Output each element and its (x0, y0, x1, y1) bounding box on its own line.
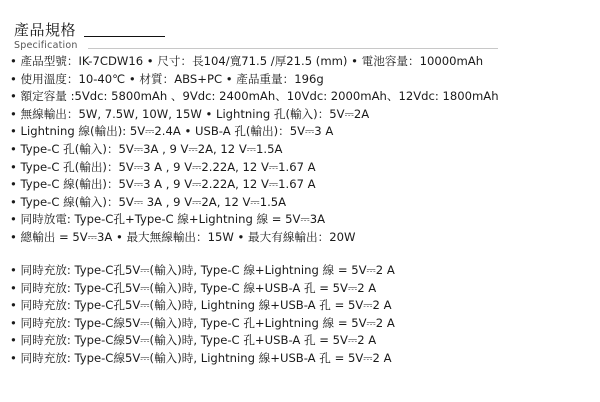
header-divider (88, 48, 498, 49)
charging-item: • 同時充放: Type-C線5V⎓(輸入)時, Lightning 線+USB-A 孔 = 5V⎓2 A (10, 350, 392, 365)
spec-item-rated-capacity: • 額定容量 :5Vdc: 5800mAh 、9Vdc: 2400mAh、10Vdc: 2000mAh、12Vdc: 1800mAh (10, 89, 499, 104)
spec-item-typec-port-input: • Type-C 孔(輸入)：5V⎓3A , 9 V⎓2A, 12 V⎓1.5A (10, 141, 283, 156)
charging-item: • 同時充放: Type-C孔5V⎓(輸入)時, Type-C 線+Lightning 線 = 5V⎓2 A (10, 263, 395, 277)
charging-item: • 同時充放: Type-C線5V⎓(輸入)時, Type-C 孔+Lightning 線 = 5V⎓2 A (10, 315, 395, 330)
charging-item: • 同時充放: Type-C孔5V⎓(輸入)時, Lightning 線+USB-A 孔 = 5V⎓2 A (10, 298, 392, 313)
title-underline (84, 36, 165, 37)
spec-item-total-output: • 總輸出 = 5V⎓3A • 最大無線輸出：15W • 最大有線輸出：20W (10, 229, 356, 244)
spec-item-model: • 產品型號：IK-7CDW16 • 尺寸：長104/寬71.5 /厚21.5 (mm) • 電池容量：10000mAh (10, 54, 484, 68)
page-title: 產品規格 (14, 21, 77, 39)
spec-item-typec-cable-output: • Type-C 線(輸出)：5V⎓3 A , 9 V⎓2.22A, 12 V⎓1.67 A (10, 177, 316, 192)
charging-list (10, 262, 395, 368)
spec-item-temperature: • 使用溫度：10-40℃ • 材質：ABS+PC • 產品重量：196g (10, 71, 324, 86)
charging-item: • 同時充放: Type-C孔5V⎓(輸入)時, Type-C 線+USB-A 孔 = 5V⎓2 A (10, 280, 377, 295)
spec-item-simultaneous-discharge: • 同時放電: Type-C孔+Type-C 線+Lightning 線 = 5V⎓3A (10, 212, 326, 227)
charging-item: • 同時充放: Type-C線5V⎓(輸入)時, Type-C 孔+USB-A 孔 = 5V⎓2 A (10, 333, 377, 348)
spec-item-lightning-output: • Lightning 線(輸出): 5V⎓2.4A • USB-A 孔(輸出)：5V⎓3 A (10, 124, 334, 139)
spec-item-wireless-output: • 無線輸出：5W, 7.5W, 10W, 15W • Lightning 孔(輸入)：5V⎓2A (10, 106, 370, 121)
page-subtitle: Specification (14, 40, 78, 51)
spec-header (14, 21, 484, 52)
spec-item-typec-port-output: • Type-C 孔(輸出)：5V⎓3 A , 9 V⎓2.22A, 12 V⎓1.67 A (10, 159, 316, 174)
spec-list (10, 53, 499, 247)
spec-item-typec-cable-input: • Type-C 線(輸入)：5V⎓ 3A , 9 V⎓2A, 12 V⎓1.5A (10, 194, 287, 209)
